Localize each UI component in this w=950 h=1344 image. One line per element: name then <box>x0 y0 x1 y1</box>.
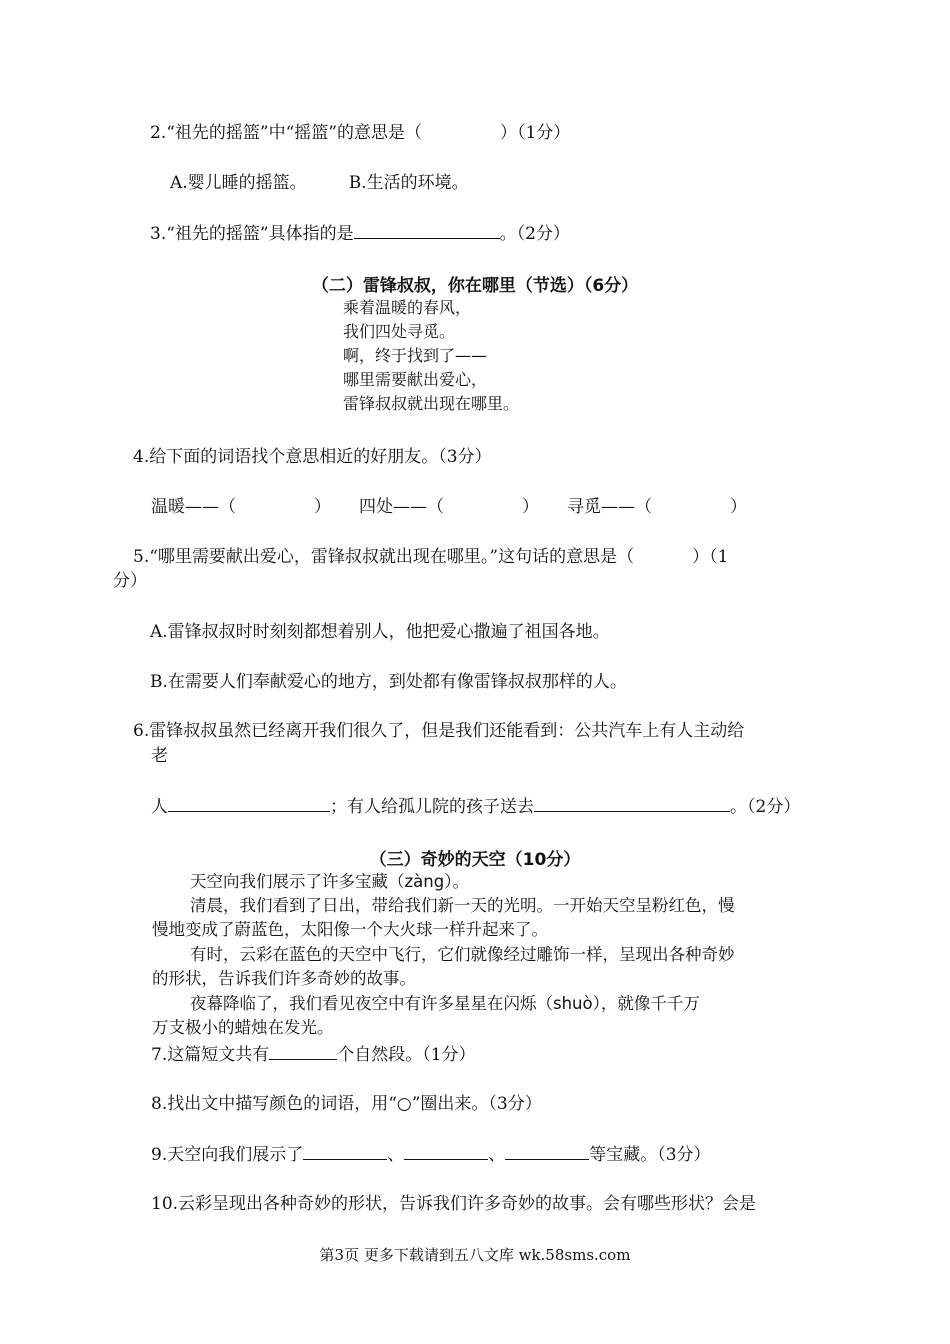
word-1: 温暖——（ <box>151 497 236 517</box>
question-5-text: 5.“哪里需要献出爱心，雷锋叔叔就出现在哪里。”这句话的意思是（ <box>133 547 635 567</box>
question-3-text: 3.“祖先的摇篮”具体指的是 <box>150 224 354 244</box>
page-footer: 第3页 更多下载请到五八文库 wk.58sms.com <box>319 1246 631 1264</box>
question-5-cont: 分） <box>113 571 147 591</box>
poem-line: 哪里需要献出爱心， <box>343 370 488 389</box>
poem-line: 啊，终于找到了—— <box>343 346 488 365</box>
question-6-l2c: 。（2分） <box>730 797 801 817</box>
question-3-end: 。（2分） <box>499 224 570 244</box>
poem-line: 雷锋叔叔就出现在哪里。 <box>343 394 520 413</box>
separator: 、 <box>488 1145 506 1165</box>
passage-line: 万支极小的蜡烛在发光。 <box>152 1018 334 1037</box>
paren-close: ） <box>522 497 539 517</box>
paren-close: ） <box>730 497 747 517</box>
question-2 <box>150 122 570 144</box>
question-2-text: 2.“祖先的摇篮”中“摇篮”的意思是（ <box>150 123 422 143</box>
answer-blank[interactable] <box>505 1143 589 1160</box>
question-5-option-b: B.在需要人们奉献爱心的地方，到处都有像雷锋叔叔那样的人。 <box>150 672 627 692</box>
answer-blank[interactable] <box>534 795 730 812</box>
question-8: 8.找出文中描写颜色的词语，用“○”圈出来。（3分） <box>151 1094 542 1114</box>
word-3: 寻觅——（ <box>567 497 652 517</box>
section-3-title: （三）奇妙的天空（10分） <box>369 850 581 870</box>
answer-blank[interactable] <box>404 1143 488 1160</box>
passage-line: 有时，云彩在蓝色的天空中飞行，它们就像经过雕饰一样，呈现出各种奇妙 <box>190 945 735 964</box>
question-9 <box>151 1143 711 1166</box>
separator: 、 <box>387 1145 405 1165</box>
passage-line: 夜幕降临了，我们看见夜空中有许多星星在闪烁（shuò），就像千千万 <box>190 994 700 1013</box>
question-6: 6.雷锋叔叔虽然已经离开我们很久了，但是我们还能看到：公共汽车上有人主动给 <box>133 721 745 741</box>
answer-blank[interactable] <box>269 1043 337 1060</box>
poem <box>343 296 519 416</box>
question-4-words <box>151 496 747 518</box>
question-9-end: 等宝藏。（3分） <box>589 1145 711 1165</box>
question-5 <box>133 546 728 568</box>
question-9-text: 9.天空向我们展示了 <box>151 1145 304 1165</box>
passage-line: 的形状，告诉我们许多奇妙的故事。 <box>152 969 416 988</box>
question-7 <box>151 1043 476 1066</box>
question-5-close: ）（1 <box>692 547 729 567</box>
poem-line: 乘着温暖的春风， <box>343 298 472 317</box>
paren-close: ） <box>314 497 331 517</box>
question-6-line-2 <box>151 795 800 818</box>
question-2-option-a: A.婴儿睡的摇篮。 <box>170 173 307 193</box>
question-10: 10.云彩呈现出各种奇妙的形状，告诉我们许多奇妙的故事。会有哪些形状？会是 <box>151 1194 757 1214</box>
poem-line: 我们四处寻觅。 <box>343 322 456 341</box>
question-5-option-a: A.雷锋叔叔时时刻刻都想着别人，他把爱心撒遍了祖国各地。 <box>150 622 610 642</box>
question-6-l2b: ；有人给孤儿院的孩子送去 <box>330 797 534 817</box>
question-6-cont: 老 <box>151 746 168 766</box>
question-7-text: 7.这篇短文共有 <box>151 1045 270 1065</box>
question-2-option-b: B.生活的环境。 <box>348 173 469 193</box>
section-2-title: （二）雷锋叔叔，你在哪里（节选）（6分） <box>311 276 639 296</box>
question-2-options <box>170 172 469 194</box>
passage-line: 慢地变成了蔚蓝色，太阳像一个大火球一样升起来了。 <box>152 920 548 939</box>
passage-line: 天空向我们展示了许多宝藏（zàng）。 <box>190 872 469 891</box>
passage-line: 清晨，我们看到了日出，带给我们新一天的光明。一开始天空呈粉红色，慢 <box>190 896 735 915</box>
answer-blank[interactable] <box>354 222 500 239</box>
question-7-end: 个自然段。（1分） <box>337 1045 476 1065</box>
question-6-l2a: 人 <box>151 797 168 817</box>
question-2-close: ）（1分） <box>499 123 571 143</box>
answer-blank[interactable] <box>303 1143 387 1160</box>
question-3 <box>150 222 570 245</box>
word-2: 四处——（ <box>359 497 444 517</box>
question-4: 4.给下面的词语找个意思相近的好朋友。（3分） <box>133 447 492 467</box>
answer-blank[interactable] <box>168 795 330 812</box>
